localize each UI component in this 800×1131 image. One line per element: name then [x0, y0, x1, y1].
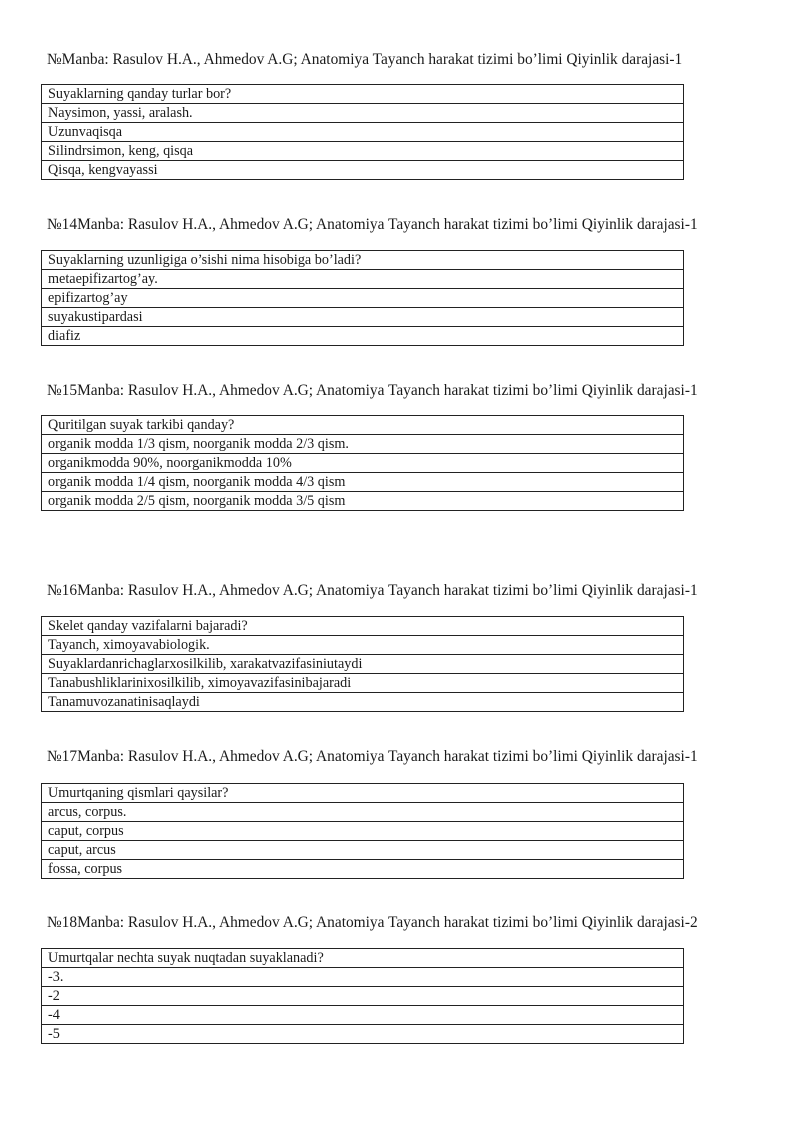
option-text: fossa, corpus — [42, 860, 684, 879]
option-row — [42, 289, 684, 308]
question-row — [42, 416, 684, 435]
option-row — [42, 803, 684, 822]
question-heading: №Manba: Rasulov H.A., Ahmedov A.G; Anatomiya Tayanch harakat tizimi bo’limi Qiyinlik darajasi-1 — [47, 51, 683, 68]
question-table — [41, 415, 684, 511]
question-text: Suyaklarning qanday turlar bor? — [42, 85, 684, 104]
option-text: organik modda 2/5 qism, noorganik modda 3/5 qism — [42, 492, 684, 511]
option-text: arcus, corpus. — [42, 803, 684, 822]
question-text: Quritilgan suyak tarkibi qanday? — [42, 416, 684, 435]
question-text: Suyaklarning uzunligiga o’sishi nima hisobiga bo’ladi? — [42, 251, 684, 270]
option-text: organik modda 1/4 qism, noorganik modda 4/3 qism — [42, 473, 684, 492]
question-text: Umurtqalar nechta suyak nuqtadan suyaklanadi? — [42, 949, 684, 968]
question-row — [42, 949, 684, 968]
option-row — [42, 435, 684, 454]
question-text: Umurtqaning qismlari qaysilar? — [42, 784, 684, 803]
option-row — [42, 473, 684, 492]
option-row — [42, 860, 684, 879]
option-row — [42, 1025, 684, 1044]
question-row — [42, 251, 684, 270]
question-heading: №18Manba: Rasulov H.A., Ahmedov A.G; Anatomiya Tayanch harakat tizimi bo’limi Qiyinlik darajasi-2 — [47, 914, 698, 931]
option-row — [42, 968, 684, 987]
option-text: caput, corpus — [42, 822, 684, 841]
option-text: -5 — [42, 1025, 684, 1044]
option-text: Tayanch, ximoyavabiologik. — [42, 636, 684, 655]
option-row — [42, 636, 684, 655]
option-text: -2 — [42, 987, 684, 1006]
option-text: epifizartog’ay — [42, 289, 684, 308]
option-text: suyakustipardasi — [42, 308, 684, 327]
question-table — [41, 783, 684, 879]
option-row — [42, 270, 684, 289]
option-row — [42, 142, 684, 161]
option-text: metaepifizartog’ay. — [42, 270, 684, 289]
question-heading: №17Manba: Rasulov H.A., Ahmedov A.G; Anatomiya Tayanch harakat tizimi bo’limi Qiyinlik darajasi-1 — [47, 748, 698, 765]
option-row — [42, 492, 684, 511]
option-text: Suyaklardanrichaglarxosilkilib, xarakatvazifasiniutaydi — [42, 655, 684, 674]
question-table — [41, 948, 684, 1044]
option-row — [42, 161, 684, 180]
question-table — [41, 84, 684, 180]
option-text: Qisqa, kengvayassi — [42, 161, 684, 180]
option-text: Silindrsimon, keng, qisqa — [42, 142, 684, 161]
option-row — [42, 327, 684, 346]
option-text: Tanabushliklarinixosilkilib, ximoyavazifasinibajaradi — [42, 674, 684, 693]
option-text: organik modda 1/3 qism, noorganik modda 2/3 qism. — [42, 435, 684, 454]
option-text: organikmodda 90%, noorganikmodda 10% — [42, 454, 684, 473]
option-text: Tanamuvozanatinisaqlaydi — [42, 693, 684, 712]
question-heading: №16Manba: Rasulov H.A., Ahmedov A.G; Anatomiya Tayanch harakat tizimi bo’limi Qiyinlik darajasi-1 — [47, 582, 698, 599]
question-text: Skelet qanday vazifalarni bajaradi? — [42, 617, 684, 636]
option-row — [42, 454, 684, 473]
option-row — [42, 123, 684, 142]
question-row — [42, 617, 684, 636]
option-row — [42, 841, 684, 860]
question-table — [41, 250, 684, 346]
option-text: diafiz — [42, 327, 684, 346]
question-table — [41, 616, 684, 712]
option-row — [42, 822, 684, 841]
question-heading: №15Manba: Rasulov H.A., Ahmedov A.G; Anatomiya Tayanch harakat tizimi bo’limi Qiyinlik darajasi-1 — [47, 382, 698, 399]
option-row — [42, 674, 684, 693]
option-row — [42, 104, 684, 123]
question-row — [42, 85, 684, 104]
option-text: -4 — [42, 1006, 684, 1025]
question-heading: №14Manba: Rasulov H.A., Ahmedov A.G; Anatomiya Tayanch harakat tizimi bo’limi Qiyinlik darajasi-1 — [47, 216, 698, 233]
option-text: caput, arcus — [42, 841, 684, 860]
option-row — [42, 987, 684, 1006]
option-text: Uzunvaqisqa — [42, 123, 684, 142]
option-row — [42, 1006, 684, 1025]
option-text: Naysimon, yassi, aralash. — [42, 104, 684, 123]
option-text: -3. — [42, 968, 684, 987]
option-row — [42, 655, 684, 674]
option-row — [42, 308, 684, 327]
question-row — [42, 784, 684, 803]
option-row — [42, 693, 684, 712]
